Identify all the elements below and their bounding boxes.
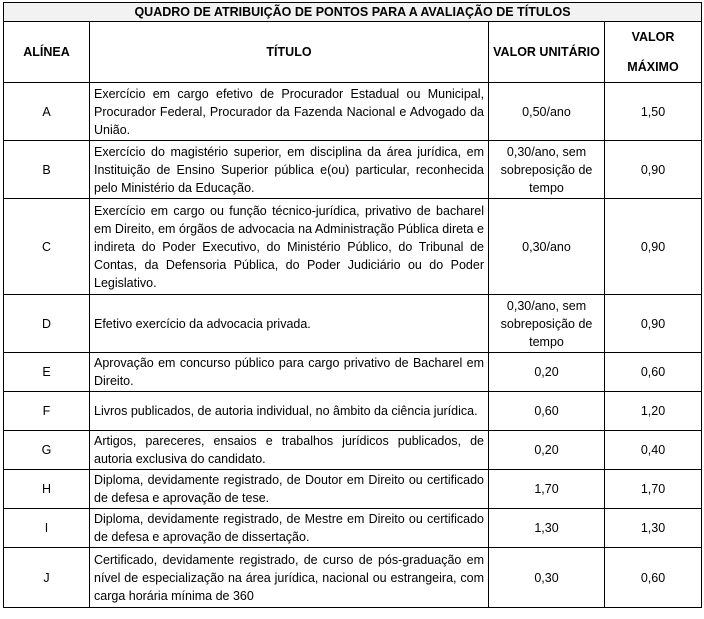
row-alinea: F [4,392,90,431]
row-valor-maximo: 0,60 [605,548,702,608]
table-row [4,83,702,141]
row-valor-unitario: 0,30/ano [489,199,605,295]
row-alinea: C [4,199,90,295]
row-alinea: D [4,295,90,353]
row-valor-unitario: 0,20 [489,353,605,392]
row-valor-maximo: 0,90 [605,295,702,353]
row-titulo: Exercício em cargo efetivo de Procurador Estadual ou Municipal, Procurador Federal, Procurador da Fazenda Nacional e Advogado da União. [90,83,489,141]
table-row [4,392,702,431]
row-valor-unitario: 0,20 [489,431,605,470]
table-row [4,199,702,295]
table-row [4,141,702,199]
header-valor-maximo-line2: MÁXIMO [627,60,679,74]
header-valor-maximo [605,22,702,83]
row-titulo: Diploma, devidamente registrado, de Mestre em Direito ou certificado de defesa e aprovação de dissertação. [90,509,489,548]
header-valor-maximo-line1: VALOR [631,30,675,44]
row-valor-unitario: 0,30 [489,548,605,608]
row-valor-unitario: 0,60 [489,392,605,431]
row-titulo: Exercício do magistério superior, em disciplina da área jurídica, em Instituição de Ensino Superior pública e(ou) particular, reconhecida pelo Ministério da Educação. [90,141,489,199]
table-row [4,431,702,470]
row-valor-maximo: 0,40 [605,431,702,470]
header-valor-unitario: VALOR UNITÁRIO [489,22,605,83]
row-titulo: Diploma, devidamente registrado, de Doutor em Direito ou certificado de defesa e aprovação de tese. [90,470,489,509]
table-caption: QUADRO DE ATRIBUIÇÃO DE PONTOS PARA A AVALIAÇÃO DE TÍTULOS [4,3,702,22]
row-alinea: G [4,431,90,470]
row-valor-maximo: 1,50 [605,83,702,141]
row-titulo: Certificado, devidamente registrado, de curso de pós-graduação em nível de especialização na área jurídica, nacional ou estrangeira, com carga horária mínima de 360 [90,548,489,608]
row-titulo: Artigos, pareceres, ensaios e trabalhos jurídicos publicados, de autoria exclusiva do candidato. [90,431,489,470]
row-alinea: I [4,509,90,548]
row-valor-maximo: 1,70 [605,470,702,509]
row-valor-maximo: 0,90 [605,199,702,295]
row-valor-maximo: 1,30 [605,509,702,548]
row-alinea: E [4,353,90,392]
row-valor-maximo: 0,90 [605,141,702,199]
row-alinea: B [4,141,90,199]
row-valor-maximo: 1,20 [605,392,702,431]
row-alinea: J [4,548,90,608]
row-valor-unitario: 0,30/ano, sem sobreposição de tempo [489,141,605,199]
table-row [4,470,702,509]
row-valor-unitario: 0,50/ano [489,83,605,141]
row-titulo: Exercício em cargo ou função técnico-jurídica, privativo de bacharel em Direito, em órgãos de advocacia na Administração Pública direta e indireta do Poder Executivo, do Ministério Público, do Tribunal de Contas, da Defensoria Pública, do Poder Judiciário ou do Poder Legislativo. [90,199,489,295]
row-valor-unitario: 1,30 [489,509,605,548]
row-titulo: Efetivo exercício da advocacia privada. [90,295,489,353]
table-row [4,353,702,392]
header-row [4,22,702,83]
row-valor-unitario: 0,30/ano, sem sobreposição de tempo [489,295,605,353]
titles-points-table [3,2,702,608]
header-alinea: ALÍNEA [4,22,90,83]
table-row [4,295,702,353]
row-titulo: Livros publicados, de autoria individual, no âmbito da ciência jurídica. [90,392,489,431]
header-titulo: TÍTULO [90,22,489,83]
table-row [4,548,702,608]
row-valor-unitario: 1,70 [489,470,605,509]
titles-points-table-wrapper [3,2,701,608]
row-alinea: A [4,83,90,141]
row-valor-maximo: 0,60 [605,353,702,392]
row-alinea: H [4,470,90,509]
table-row [4,509,702,548]
row-titulo: Aprovação em concurso público para cargo privativo de Bacharel em Direito. [90,353,489,392]
